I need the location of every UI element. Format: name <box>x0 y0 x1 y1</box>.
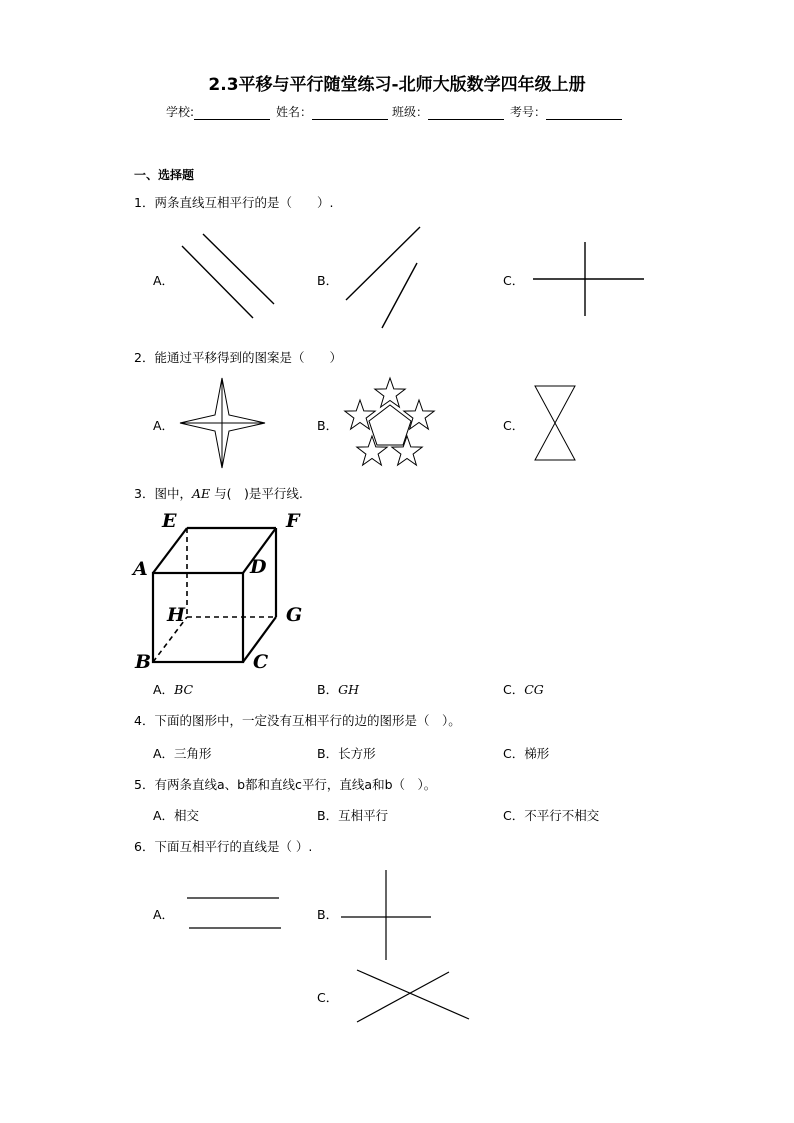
q1-option-c[interactable]: C． <box>503 273 525 288</box>
section-title: 一、选择题 <box>134 168 195 182</box>
question-4-text: 4．下面的图形中，一定没有互相平行的边的图形是（ ）。 <box>134 713 461 728</box>
q1-option-b[interactable]: B． <box>317 273 339 288</box>
q3-option-b-letter: B． <box>317 682 339 697</box>
school-label: 学校: <box>166 105 195 119</box>
q6-option-c[interactable]: C． <box>317 990 339 1005</box>
q3-text-post: 与( )是平行线. <box>210 486 303 501</box>
q4-option-c[interactable]: C．梯形 <box>503 746 550 761</box>
q3-option-a-letter: A． <box>153 682 175 697</box>
q4-option-b[interactable]: B．长方形 <box>317 746 376 761</box>
cube-label-h: H <box>167 604 185 626</box>
q4-option-a[interactable]: A．三角形 <box>153 746 212 761</box>
class-label: 班级： <box>392 105 429 119</box>
q3-option-c-var: CG <box>524 682 544 697</box>
q6c-line-2 <box>357 972 449 1022</box>
q2-option-a[interactable]: A． <box>153 418 175 433</box>
q2-option-c[interactable]: C． <box>503 418 525 433</box>
q3-option-b-var: GH <box>338 682 359 697</box>
cube-label-b: B <box>135 651 152 673</box>
cube-label-e: E <box>162 510 177 532</box>
cube-label-d: D <box>250 556 267 578</box>
q1-option-a[interactable]: A． <box>153 273 175 288</box>
question-1-text: 1．两条直线互相平行的是（ ）. <box>134 195 334 210</box>
cube-label-g: G <box>286 604 303 626</box>
q3-option-a-var: BC <box>174 682 194 697</box>
name-label: 姓名： <box>276 105 313 119</box>
q6-option-b[interactable]: B． <box>317 907 339 922</box>
q5-option-a[interactable]: A．相交 <box>153 808 200 823</box>
question-5-text: 5．有两条直线a、b都和直线c平行，直线a和b（ ）。 <box>134 777 437 792</box>
question-6-text: 6．下面互相平行的直线是（ ）. <box>134 839 313 854</box>
q6c-line-1 <box>357 970 469 1019</box>
q6-option-a[interactable]: A． <box>153 907 175 922</box>
q3-option-c-letter: C． <box>503 682 525 697</box>
q3-text-pre: 3．图中， <box>134 486 192 501</box>
page-title: 2.3平移与平行随堂练习-北师大版数学四年级上册 <box>208 75 586 95</box>
exam-label: 考号： <box>510 105 547 119</box>
q2-option-b[interactable]: B． <box>317 418 339 433</box>
q5-option-c[interactable]: C．不平行不相交 <box>503 808 600 823</box>
q3-text-var: AE <box>191 486 211 501</box>
cube-label-a: A <box>133 558 148 580</box>
question-2-text: 2．能通过平移得到的图案是（ ） <box>134 350 342 365</box>
cube-label-f: F <box>286 510 300 532</box>
q5-option-b[interactable]: B．互相平行 <box>317 808 389 823</box>
cube-label-c: C <box>253 651 269 673</box>
